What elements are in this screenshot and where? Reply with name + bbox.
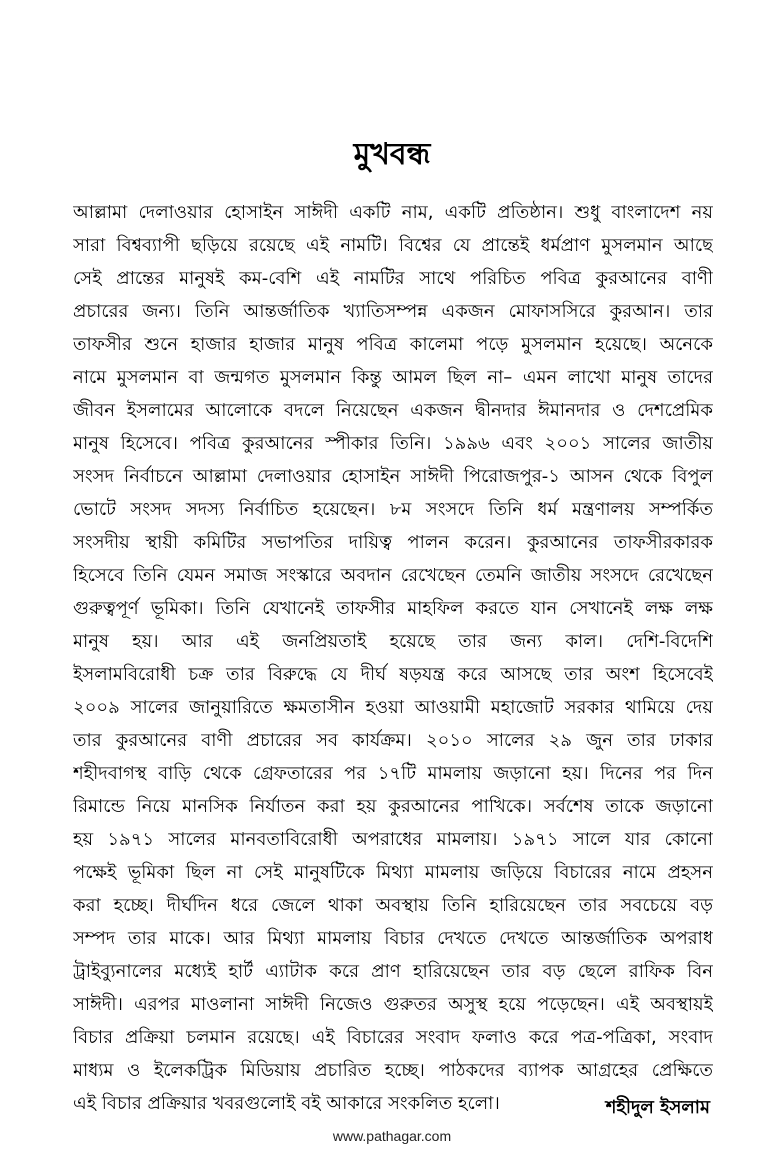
paragraph-line: ২০০৯ সালের জানুয়ারিতে ক্ষমতাসীন হওয়া আওয়ামী মহাজোট সরকার থামিয়ে দেয় (73, 697, 713, 718)
paragraph-line: শহীদবাগস্থ বাড়ি থেকে গ্রেফতারের পর ১৭টি মামলায় জড়ানো হয়। দিনের পর দিন (73, 763, 713, 784)
paragraph-line: ভোটে সংসদ সদস্য নির্বাচিত হয়েছেন। ৮ম সংসদে তিনি ধর্ম মন্ত্রণালয় সম্পর্কিত (73, 499, 713, 520)
paragraph-line: প্রচারের জন্য। তিনি আন্তর্জাতিক খ্যাতিসম্পন্ন একজন মোফাসসিরে কুরআন। তার (73, 301, 713, 322)
author-signature: শহীদুল ইসলাম (605, 1097, 710, 1118)
paragraph-line: পক্ষেই ভূমিকা ছিল না সেই মানুষটিকে মিথ্যা মামলায় জড়িয়ে বিচারের নামে প্রহসন (73, 862, 713, 883)
paragraph-line: হিসেবে তিনি যেমন সমাজ সংস্কারে অবদান রেখেছেন তেমনি জাতীয় সংসদে রেখেছেন (73, 565, 713, 586)
paragraph-line: সংসদীয় স্থায়ী কমিটির সভাপতির দায়িত্ব পালন করেন। কুরআনের তাফসীরকারক (73, 532, 713, 553)
foreword-paragraph (73, 196, 713, 1120)
paragraph-line: বিচার প্রক্রিয়া চলমান রয়েছে। এই বিচারের সংবাদ ফলাও করে পত্র-পত্রিকা, সংবাদ (73, 1027, 713, 1048)
paragraph-line: ইসলামবিরোধী চক্র তার বিরুদ্ধে যে দীর্ঘ ষড়যন্ত্র করে আসছে তার অংশ হিসেবেই (73, 664, 713, 685)
paragraph-line: তাফসীর শুনে হাজার হাজার মানুষ পবিত্র কালেমা পড়ে মুসলমান হয়েছে। অনেকে (73, 334, 713, 355)
paragraph-line: সেই প্রান্তের মানুষই কম-বেশি এই নামটির সাথে পরিচিত পবিত্র কুরআনের বাণী (73, 268, 713, 289)
paragraph-line: আল্লামা দেলাওয়ার হোসাইন সাঈদী একটি নাম, একটি প্রতিষ্ঠান। শুধু বাংলাদেশ নয় (73, 202, 713, 223)
paragraph-line: সারা বিশ্বব্যাপী ছড়িয়ে রয়েছে এই নামটি। বিশ্বের যে প্রান্তেই ধর্মপ্রাণ মুসলমান আছে (73, 235, 713, 256)
paragraph-line: গুরুত্বপূর্ণ ভূমিকা। তিনি যেখানেই তাফসীর মাহফিল করতে যান সেখানেই লক্ষ লক্ষ (73, 598, 713, 619)
paragraph-line: জীবন ইসলামের আলোকে বদলে নিয়েছেন একজন দ্বীনদার ঈমানদার ও দেশপ্রেমিক (73, 400, 713, 421)
page-title: মুখবন্ধ (353, 137, 431, 172)
paragraph-line: নামে মুসলমান বা জন্মগত মুসলমান কিন্তু আমল ছিল না– এমন লাখো মানুষ তাদের (73, 367, 713, 388)
paragraph-line: তার কুরআনের বাণী প্রচারের সব কার্যক্রম। ২০১০ সালের ২৯ জুন তার ঢাকার (73, 730, 713, 751)
paragraph-line: মানুষ হয়। আর এই জনপ্রিয়তাই হয়েছে তার জন্য কাল। দেশি-বিদেশি (73, 631, 713, 652)
paragraph-line: রিমান্ডে নিয়ে মানসিক নির্যাতন করা হয় কুরআনের পাখিকে। সর্বশেষ তাকে জড়ানো (73, 796, 713, 817)
paragraph-line: সাঈদী। এরপর মাওলানা সাঈদী নিজেও গুরুতর অসুস্থ হয়ে পড়েছেন। এই অবস্থায়ই (73, 994, 713, 1015)
paragraph-line: হয় ১৯৭১ সালের মানবতাবিরোধী অপরাধের মামলায়। ১৯৭১ সালে যার কোনো (73, 829, 713, 850)
paragraph-line: সম্পদ তার মাকে। আর মিথ্যা মামলায় বিচার দেখতে দেখতে আন্তর্জাতিক অপরাধ (73, 928, 713, 949)
paragraph-line: এই বিচার প্রক্রিয়ার খবরগুলোই বই আকারে সংকলিত হলো। (73, 1093, 500, 1114)
paragraph-line: করা হচ্ছে। দীর্ঘদিন ধরে জেলে থাকা অবস্থায় তিনি হারিয়েছেন তার সবচেয়ে বড় (73, 895, 713, 916)
paragraph-line: মাধ্যম ও ইলেকট্রিক মিডিয়ায় প্রচারিত হচ্ছে। পাঠকদের ব্যাপক আগ্রহের প্রেক্ষিতে (73, 1060, 713, 1081)
website-footer: www.pathagar.com (332, 1128, 452, 1144)
paragraph-line: মানুষ হিসেবে। পবিত্র কুরআনের স্পীকার তিনি। ১৯৯৬ এবং ২০০১ সালের জাতীয় (73, 433, 713, 454)
paragraph-line: ট্রাইব্যুনালের মধ্যেই হার্ট এ্যাটাক করে প্রাণ হারিয়েছেন তার বড় ছেলে রাফিক বিন (73, 961, 713, 982)
paragraph-line: সংসদ নির্বাচনে আল্লামা দেলাওয়ার হোসাইন সাঈদী পিরোজপুর-১ আসন থেকে বিপুল (73, 466, 713, 487)
